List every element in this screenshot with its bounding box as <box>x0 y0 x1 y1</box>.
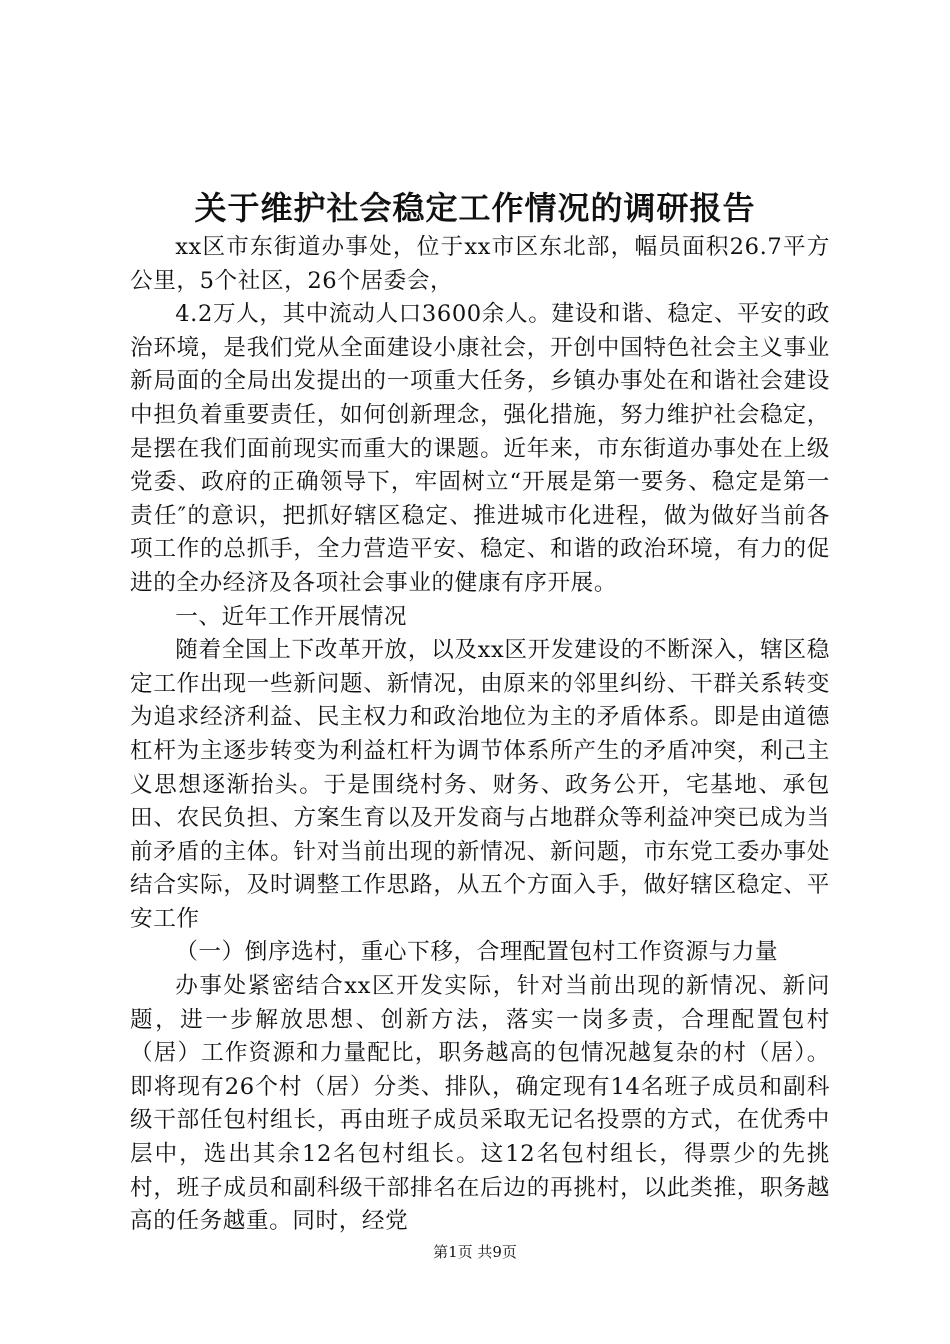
paragraph-measures: 办事处紧密结合xx区开发实际，针对当前出现的新情况、新问题，进一步解放思想、创新方法，落实一岗多责，合理配置包村（居）工作资源和力量配比，职务越高的包情况越复杂的村（居）。即将现有26个村（居）分类、排队，确定现有14名班子成员和副科级干部任包村组长，再由班子成员采取无记名投票的方式，在优秀中层中，选出其余12名包村组长。这12名包村组长，得票少的先挑村，班子成员和副科级干部排名在后边的再挑村，以此类推，职务越高的任务越重。同时，经党 <box>130 973 830 1235</box>
subsection-heading-1: （一）倒序选村，重心下移，合理配置包村工作资源与力量 <box>175 939 779 966</box>
paragraph-intro: xx区市东街道办事处，位于xx市区东北部，幅员面积26.7平方公里，5个社区，26个居委会， <box>130 234 830 294</box>
document-title: 关于维护社会稳定工作情况的调研报告 <box>194 189 756 227</box>
page-footer: 第1页 共9页 <box>433 1243 517 1261</box>
section-heading-1: 一、近年工作开展情况 <box>175 603 408 630</box>
document-body <box>130 231 830 1239</box>
paragraph-overview: 4.2万人，其中流动人口3600余人。建设和谐、稳定、平安的政治环境，是我们党从全面建设小康社会，开创中国特色社会主义事业新局面的全局出发提出的一项重大任务，乡镇办事处在和谐社会建设中担负着重要责任，如何创新理念，强化措施，努力维护社会稳定，是摆在我们面前现实而重大的课题。近年来，市东街道办事处在上级党委、政府的正确领导下，牢固树立“开展是第一要务、稳定是第一责任″的意识，把抓好辖区稳定、推进城市化进程，做为做好当前各项工作的总抓手，全力营造平安、稳定、和谐的政治环境，有力的促进的全办经济及各项社会事业的健康有序开展。 <box>130 301 830 596</box>
paragraph-situation: 随着全国上下改革开放，以及xx区开发建设的不断深入，辖区稳定工作出现一些新问题、新情况，由原来的邻里纠纷、干群关系转变为追求经济利益、民主权力和政治地位为主的矛盾体系。即是由道德杠杆为主逐步转变为利益杠杆为调节体系所产生的矛盾冲突，利己主义思想逐渐抬头。于是围绕村务、财务、政务公开，宅基地、承包田、农民负担、方案生育以及开发商与占地群众等利益冲突已成为当前矛盾的主体。针对当前出现的新情况、新问题，市东党工委办事处结合实际，及时调整工作思路，从五个方面入手，做好辖区稳定、平安工作 <box>130 637 830 932</box>
